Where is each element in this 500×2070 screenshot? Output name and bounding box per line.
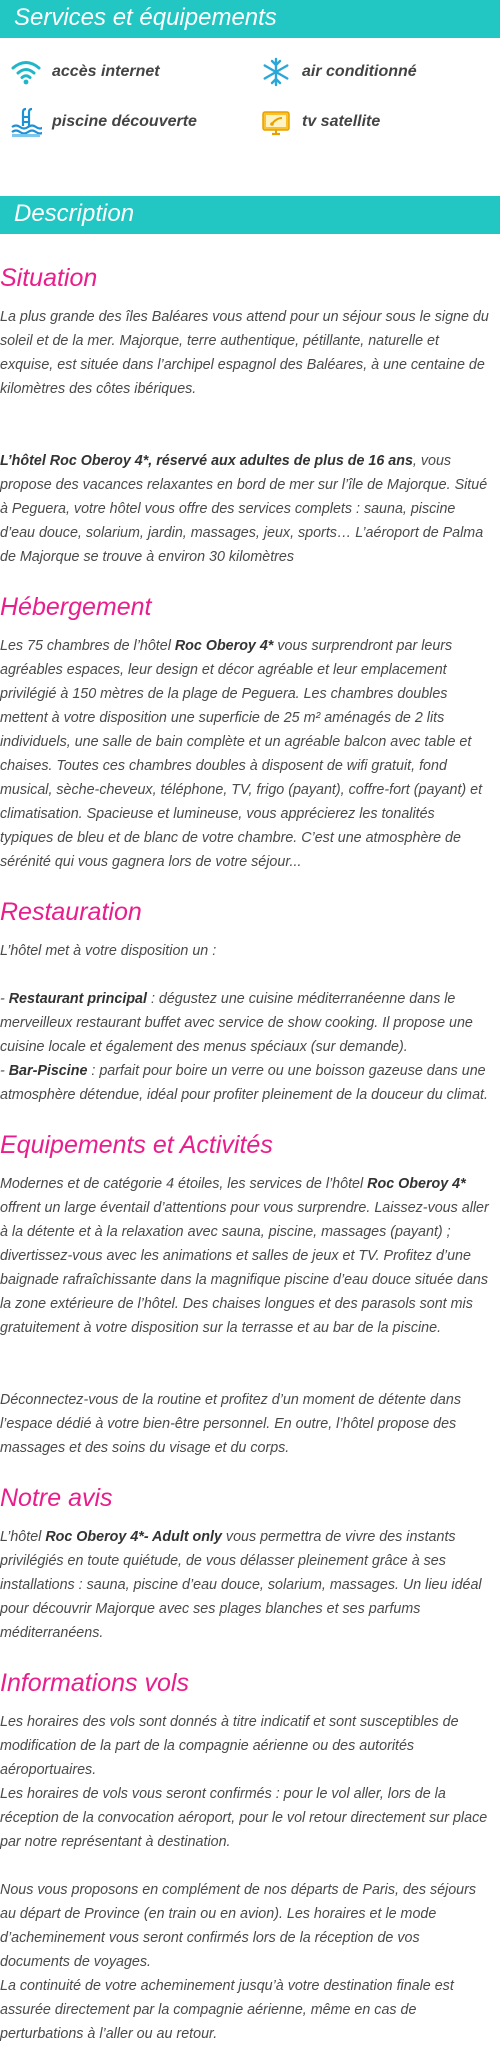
restauration-intro: L’hôtel met à votre disposition un :	[0, 943, 217, 959]
amenity-label: piscine découverte	[52, 113, 197, 130]
equipements-heading: Equipements et Activités	[0, 1131, 273, 1159]
hebergement-heading: Hébergement	[0, 593, 152, 621]
amenity-label: accès internet	[52, 63, 160, 80]
amenity-label: air conditionné	[302, 63, 417, 80]
description-content	[0, 254, 490, 2070]
avis-paragraph: L’hôtel Roc Oberoy 4*- Adult only vous permettra de vivre des instants privilégiés en toute quiétude, de vous délasser pleinement grâce à ses installations : sauna, piscine d’eau douce, solarium, massages. Un lieu idéal pour découvrir Majorque avec ses plages blanches et ses parfums méditerranéens.	[0, 1529, 482, 1641]
tv-icon	[260, 106, 292, 138]
vols-paragraph-2: Nous vous proposons en complément de nos départs de Paris, des séjours au départ de Province (en train ou en avion). Les horaires et le mode d’acheminement vous seront confirmés lors de la réception de vos documents de voyages. La continuité de votre acheminement jusqu’à votre destination finale est assurée directement par la compagnie aérienne, même en cas de perturbations à l’aller ou au retour.	[0, 1882, 477, 2042]
vols-paragraph-1: Les horaires des vols sont donnés à titre indicatif et sont susceptibles de modification de la part de la compagnie aérienne ou des autorités aéroportuaires. Les horaires de vols vous seront confirmés : pour le vol aller, lors de la réception de la convocation aéroport, pour le vol retour directement sur place par notre représentant à destination.	[0, 1714, 488, 1850]
hotel-highlight: L’hôtel Roc Oberoy 4*, réservé aux adultes de plus de 16 ans	[0, 453, 413, 469]
situation-hotel-paragraph: L’hôtel Roc Oberoy 4*, réservé aux adultes de plus de 16 ans, vous propose des vacances relaxantes en bord de mer sur l’île de Majorque. Situé à Peguera, votre hôtel vous offre des services complets : sauna, piscine d’eau douce, solarium, jardin, massages, jeux, sports… L’aéroport de Palma de Majorque se trouve à environ 30 kilomètres	[0, 453, 488, 565]
situation-paragraph: La plus grande des îles Baléares vous attend pour un séjour sous le signe du soleil et de la mer. Majorque, terre authentique, pétillante, naturelle et exquise, est située dans l’archipel espagnol des Baléares, à une centaine de kilomètres des côtes ibériques.	[0, 309, 489, 397]
hebergement-paragraph: Les 75 chambres de l’hôtel Roc Oberoy 4* vous surprendront par leurs agréables espaces, leur design et décor agréable et leur emplacement privilégié à 150 mètres de la plage de Peguera. Les chambres doubles mettent à votre disposition une superficie de 25 m² aménagés de 2 lits individuels, une salle de bain complète et un agréable balcon avec table et chaises. Toutes ces chambres doubles à disposent de wifi gratuit, fond musical, sèche-cheveux, téléphone, TV, frigo (payant), coffre-fort (payant) et climatisation. Spacieuse et lumineuse, vous apprécierez les tonalités typiques de bleu et de blanc de votre chambre. C’est une atmosphère de sérénité qui vous gagnera lors de votre séjour...	[0, 638, 483, 870]
vols-heading: Informations vols	[0, 1669, 189, 1697]
services-title: Services et équipements	[0, 0, 500, 38]
amenity-label: tv satellite	[302, 113, 381, 130]
equipements-paragraph: Modernes et de catégorie 4 étoiles, les services de l’hôtel Roc Oberoy 4* offrent un large éventail d’attentions pour vous surprendre. Laissez-vous aller à la détente et à la relaxation avec sauna, piscine, massages (payant) ; divertissez-vous avec les animations et salles de jeux et TV. Profitez d’une baignade rafraîchissante dans la magnifique piscine d’eau douce située dans la zone extérieure de l’hôtel. Des chaises longues et des parasols sont mis gratuitement à votre disposition sur la terrasse et au bar de la piscine.	[0, 1176, 489, 1336]
amenity-internet	[10, 56, 160, 88]
snowflake-icon	[260, 56, 292, 88]
wifi-icon	[10, 56, 42, 88]
avis-heading: Notre avis	[0, 1484, 113, 1512]
pool-icon	[10, 106, 42, 138]
equipements-wellness-paragraph: Déconnectez-vous de la routine et profitez d’un moment de détente dans l’espace dédié à votre bien-être personnel. En outre, l’hôtel propose des massages et des soins du visage et du corps.	[0, 1392, 461, 1456]
restauration-list: - Restaurant principal : dégustez une cuisine méditerranéenne dans le merveilleux restaurant buffet avec service de show cooking. Il propose une cuisine locale et également des menus spéciaux (sur demande). - Bar-Piscine : parfait pour boire un verre ou une boisson gazeuse dans une atmosphère détendue, idéal pour profiter pleinement de la douceur du climat.	[0, 991, 488, 1103]
amenity-aircon	[260, 56, 417, 88]
amenity-pool	[10, 106, 197, 138]
situation-heading: Situation	[0, 264, 98, 292]
amenity-tv	[260, 106, 380, 138]
description-title: Description	[0, 196, 500, 234]
restauration-heading: Restauration	[0, 898, 142, 926]
